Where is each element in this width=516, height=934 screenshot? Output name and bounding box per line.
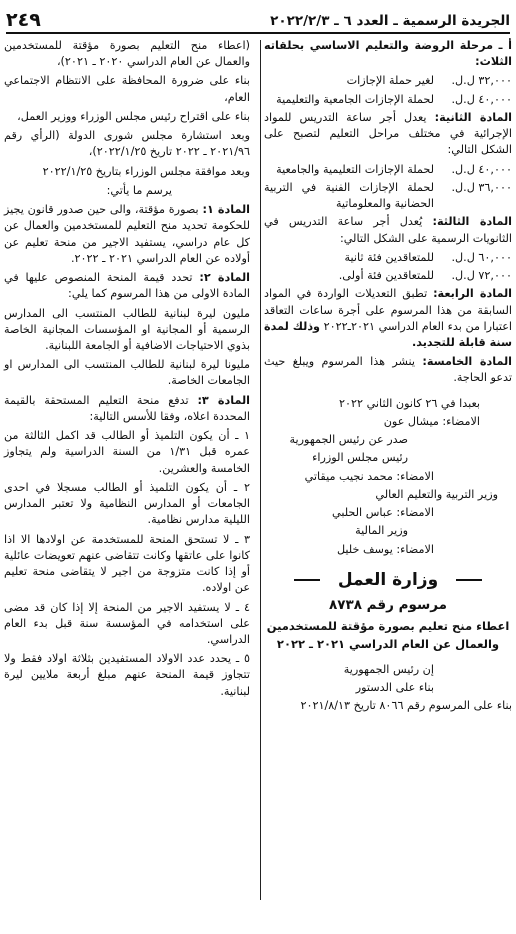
rate-amount: ٤٠,٠٠٠ ل.ل. bbox=[451, 92, 512, 106]
article-text: ينشر هذا المرسوم ويبلغ حيث تدعو الحاجة. bbox=[264, 355, 512, 385]
decree-number: مرسوم رقم ٨٧٣٨ bbox=[329, 597, 447, 614]
rate-row bbox=[264, 180, 512, 212]
rate-desc: لحملة الإجازات الجامعية والتعليمية bbox=[276, 92, 434, 106]
article-label: المادة ٣: bbox=[197, 393, 251, 407]
rate-amount: ٦٠,٠٠٠ ل.ل. bbox=[451, 250, 512, 264]
rate-row bbox=[264, 92, 512, 108]
page-header bbox=[6, 6, 510, 34]
rate-row bbox=[264, 73, 512, 89]
decree-title: اعطاء منح تعليم بصورة مؤقتة للمستخدمين والعمال عن العام الدراسي ٢٠٢١ ـ ٢٠٢٢ bbox=[266, 619, 510, 651]
article-bold-text: وذلك لمدة سنة قابلة للتجديد. bbox=[264, 319, 512, 349]
article-1 bbox=[4, 202, 250, 267]
article-label: المادة ٢: bbox=[199, 271, 250, 285]
article-label: المادة الثانية: bbox=[434, 110, 513, 124]
intro-paragraph: (اعطاء منح التعليم بصورة مؤقتة للمستخدمين والعمال عن العام الدراسي ٢٠٢٠ ـ ٢٠٢١)، bbox=[4, 39, 250, 69]
intro-paragraph: بناء على اقتراح رئيس مجلس الوزراء ووزير العمل، bbox=[17, 109, 250, 123]
article-label: المادة ١: bbox=[202, 203, 251, 217]
article-text: يُعدل أجر ساعة التدريس في الثانويات الرسمية على الشكل التالي: bbox=[264, 215, 512, 245]
article-2 bbox=[4, 270, 250, 302]
preamble-line: إن رئيس الجمهورية bbox=[343, 662, 434, 676]
stage-a-title: أ ـ مرحلة الروضة والتعليم الاساسي بحلقاته الثلاث: bbox=[264, 39, 512, 69]
signature-finance: الامضاء: يوسف خليل bbox=[336, 542, 434, 556]
article-4 bbox=[264, 286, 512, 351]
condition-item: ٢ ـ أن يكون التلميذ أو الطالب مسجلا في احدى الجامعات أو المدارس النظامية ولا تعتبر المدارس الليلية مدارس نظامية. bbox=[4, 480, 250, 527]
column-divider bbox=[260, 40, 261, 900]
rate-desc: للمتعاقدين فئة أولى. bbox=[338, 269, 434, 283]
article-text: بصورة مؤقتة، والى حين صدور قانون يجيز للحكومة تحديد منح التعليم للمستخدمين والعمال عن كل عام دراسي، يستفيد الاجير من منحة تعليم عن أولاده عن العام الدراسي ٢٠٢١ ـ ٢٠٢٢. bbox=[4, 203, 250, 265]
article-label: المادة الثالثة: bbox=[432, 215, 513, 229]
rate-desc: لحملة الإجازات التعليمية والجامعية bbox=[276, 162, 434, 176]
article-label: المادة الرابعة: bbox=[433, 287, 512, 301]
preamble-line: بناء على الدستور bbox=[355, 680, 434, 694]
signature-finance-title: وزير المالية bbox=[355, 524, 408, 538]
left-column bbox=[4, 38, 250, 930]
signature-education: الامضاء: عباس الحلبي bbox=[332, 506, 434, 520]
ministry-heading: وزارة العمل bbox=[264, 568, 512, 593]
intro-paragraph: وبعد موافقة مجلس الوزراء بتاريخ ٢٠٢٢/١/٢٥ bbox=[42, 164, 250, 178]
article-text: تحدد قيمة المنحة المنصوص عليها في المادة الاولى من هذا المرسوم كما يلي: bbox=[4, 271, 250, 301]
signature-president: الامضاء: ميشال عون bbox=[383, 414, 480, 428]
signature-pm: الامضاء: محمد نجيب ميقاتي bbox=[304, 469, 434, 483]
article-label: المادة الخامسة: bbox=[422, 355, 512, 369]
decrees-line: يرسم ما يأتي: bbox=[106, 183, 172, 197]
preamble-line: بناء على المرسوم رقم ٨٠٦٦ تاريخ ٢٠٢١/٨/١٣ bbox=[300, 699, 512, 713]
article-5 bbox=[264, 354, 512, 386]
rate-row bbox=[264, 268, 512, 284]
rate-amount: ٣٦,٠٠٠ ل.ل. bbox=[451, 180, 512, 194]
rate-amount: ٣٢,٠٠٠ ل.ل. bbox=[451, 74, 512, 88]
condition-item: ٤ ـ لا يستفيد الاجير من المنحة إلا إذا كان قد مضى على استخدامه في المؤسسة سنة قبل بدء العام الدراسي. bbox=[4, 600, 250, 646]
rate-row bbox=[264, 162, 512, 178]
article-3 bbox=[4, 393, 250, 425]
article-text: تطبق التعديلات الواردة في المواد السابقة من هذا المرسوم على أجرة ساعات التعاقد اعتبارا من بدء العام الدراسي ٢٠٢١ـ٢٠٢٢ bbox=[264, 287, 512, 333]
intro-paragraph: وبعد استشارة مجلس شورى الدولة (الرأي رقم ٢٠٢١/٩٦ ـ ٢٠٢٢ تاريخ ٢٠٢٢/١/٢٥)، bbox=[4, 129, 250, 159]
article-text: تدفع منحة التعليم المستحقة بالقيمة المحددة اعلاه، وفقا للأسس التالية: bbox=[4, 393, 250, 423]
rate-row bbox=[264, 250, 512, 266]
signature-pm-title: رئيس مجلس الوزراء bbox=[312, 451, 408, 465]
condition-item: ٥ ـ يحدد عدد الاولاد المستفيدين بثلاثة اولاد فقط ولا تتجاوز قيمة المنحة عنهم مبلغ أربعة ملايين ليرة لبنانية. bbox=[4, 652, 250, 698]
signature-date: بعبدا في ٢٦ كانون الثاني ٢٠٢٢ bbox=[339, 396, 480, 410]
condition-item: ١ ـ أن يكون التلميذ أو الطالب قد اكمل الثالثة من عمره قبل ١/٣١ من السنة الدراسية ولم يتجاوز الخامسة والعشرين. bbox=[4, 429, 250, 475]
article-text: يعدل أجر ساعة التدريس للمواد الإجرائية في مختلف مراحل التعليم لتصبح على الشكل التالي: bbox=[264, 110, 512, 157]
rate-amount: ٧٢,٠٠٠ ل.ل. bbox=[451, 269, 512, 283]
article-2 bbox=[264, 110, 512, 159]
journal-title: الجريدة الرسمية ـ العدد ٦ ـ ٢٠٢٢/٢/٣ bbox=[270, 13, 510, 29]
condition-item: ٣ ـ لا تستحق المنحة للمستخدمة عن اولادها الا اذا كانوا على عاتقها وكانت تتقاضى عنهم تعويضات عائلية أو إذا كانت متزوجة من اجير لا يتقاضى منحة تعليم عن اولاده. bbox=[4, 532, 250, 595]
signature-issued-by: صدر عن رئيس الجمهورية bbox=[289, 433, 408, 447]
page-number: ٢٤٩ bbox=[6, 9, 41, 31]
grant-paragraph: مليونا ليرة لبنانية للطالب المنتسب الى المدارس او الجامعات الخاصة. bbox=[4, 358, 250, 388]
rate-amount: ٤٠,٠٠٠ ل.ل. bbox=[451, 162, 512, 176]
intro-paragraph: بناء على ضرورة المحافظة على الانتظام الاجتماعي العام، bbox=[4, 74, 250, 104]
grant-paragraph: مليون ليرة لبنانية للطالب المنتسب الى المدارس الرسمية أو المجانية او المؤسسات المجانية الخاصة بذوي الاحتياجات الاضافية أو الجامعة اللبنانية. bbox=[4, 306, 250, 352]
rate-desc: للمتعاقدين فئة ثانية bbox=[344, 250, 434, 264]
page-body bbox=[4, 38, 512, 930]
right-column bbox=[264, 38, 512, 930]
article-3 bbox=[264, 214, 512, 246]
rate-desc: لغير حملة الإجازات bbox=[346, 74, 434, 88]
signature-education-title: وزير التربية والتعليم العالي bbox=[375, 487, 498, 501]
rate-desc: لحملة الإجازات الفنية في التربية الحضانية والمعلوماتية bbox=[264, 180, 434, 211]
